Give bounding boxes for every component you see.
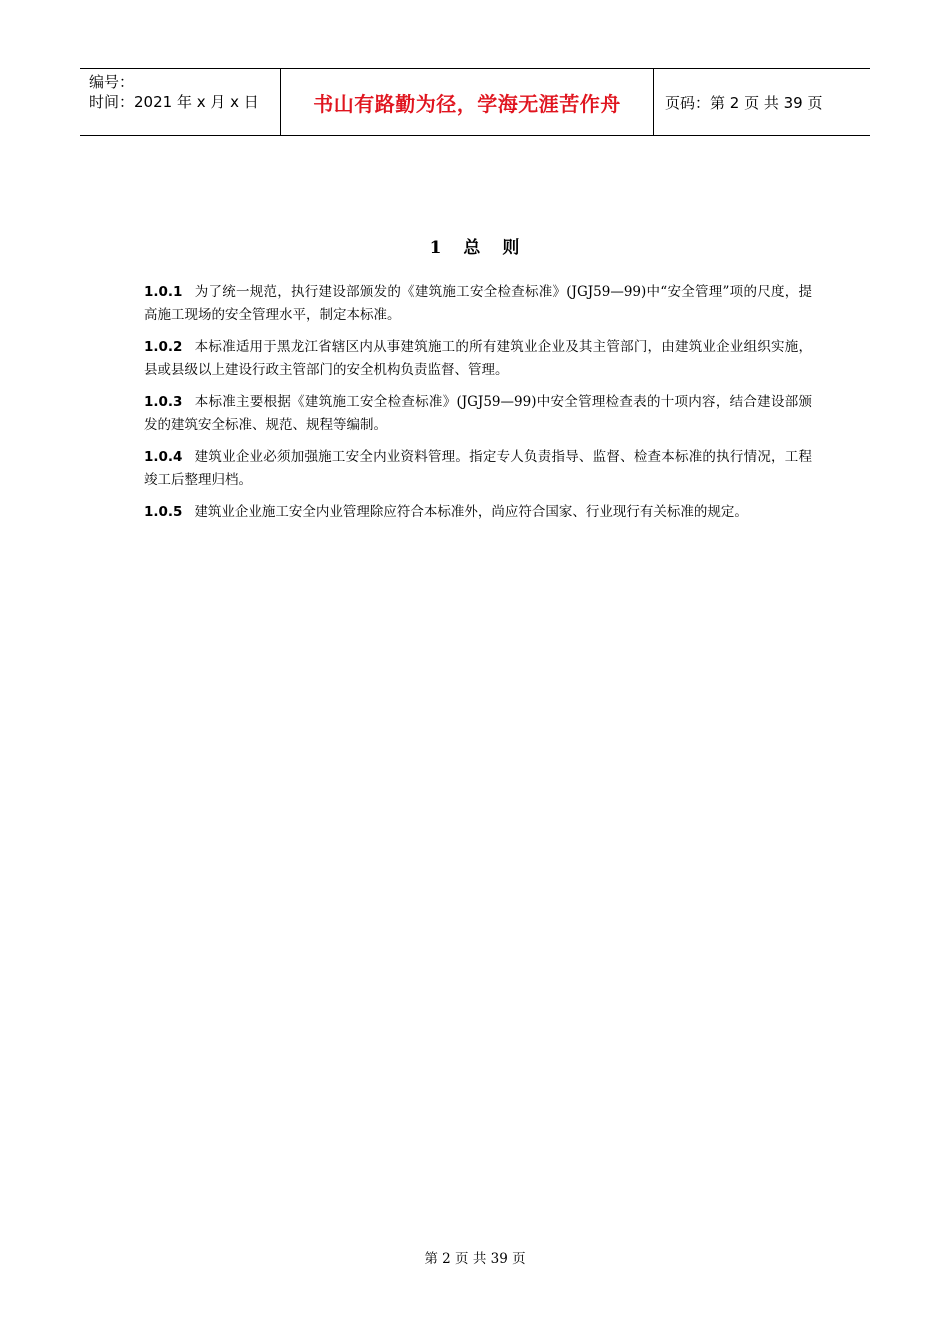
header-page-label: 页码：第 2 页 共 39 页 [665,93,823,112]
header-meta-cell [80,69,281,135]
clause-list [144,281,812,533]
header-motto: 书山有路勤为径，学海无涯苦作舟 [313,91,621,116]
clause-item [144,336,812,382]
clause-number: 1.0.2 [144,339,183,355]
clause-item [144,446,812,492]
header-table [80,68,870,136]
clause-number: 1.0.5 [144,504,183,520]
header-motto-cell [281,69,654,135]
clause-number: 1.0.3 [144,394,183,410]
page-footer: 第 2 页 共 39 页 [424,1251,526,1267]
clause-number: 1.0.1 [144,284,183,300]
clause-text: 本标准适用于黑龙江省辖区内从事建筑施工的所有建筑业企业及其主管部门，由建筑业企业组织实施，县或县级以上建设行政主管部门的安全机构负责监督、管理。 [144,339,812,378]
section-title: 1 总 则 [429,238,521,258]
header-page-cell [654,69,870,135]
clause-text: 本标准主要根据《建筑施工安全检查标准》(JGJ59—99)中安全管理检查表的十项内容，结合建设部颁发的建筑安全标准、规范、规程等编制。 [144,394,812,433]
clause-item [144,391,812,437]
document-time-label: 时间：2021 年 x 月 x 日 [89,93,259,111]
clause-text: 为了统一规范，执行建设部颁发的《建筑施工安全检查标准》(JGJ59—99)中“安全管理”项的尺度，提高施工现场的安全管理水平，制定本标准。 [144,284,812,323]
clause-number: 1.0.4 [144,449,183,465]
document-number-label: 编号： [89,73,135,91]
clause-text: 建筑业企业施工安全内业管理除应符合本标准外，尚应符合国家、行业现行有关标准的规定。 [194,504,748,520]
clause-item [144,501,812,524]
clause-text: 建筑业企业必须加强施工安全内业资料管理。指定专人负责指导、监督、检查本标准的执行情况，工程竣工后整理归档。 [144,449,812,488]
clause-item [144,281,812,327]
